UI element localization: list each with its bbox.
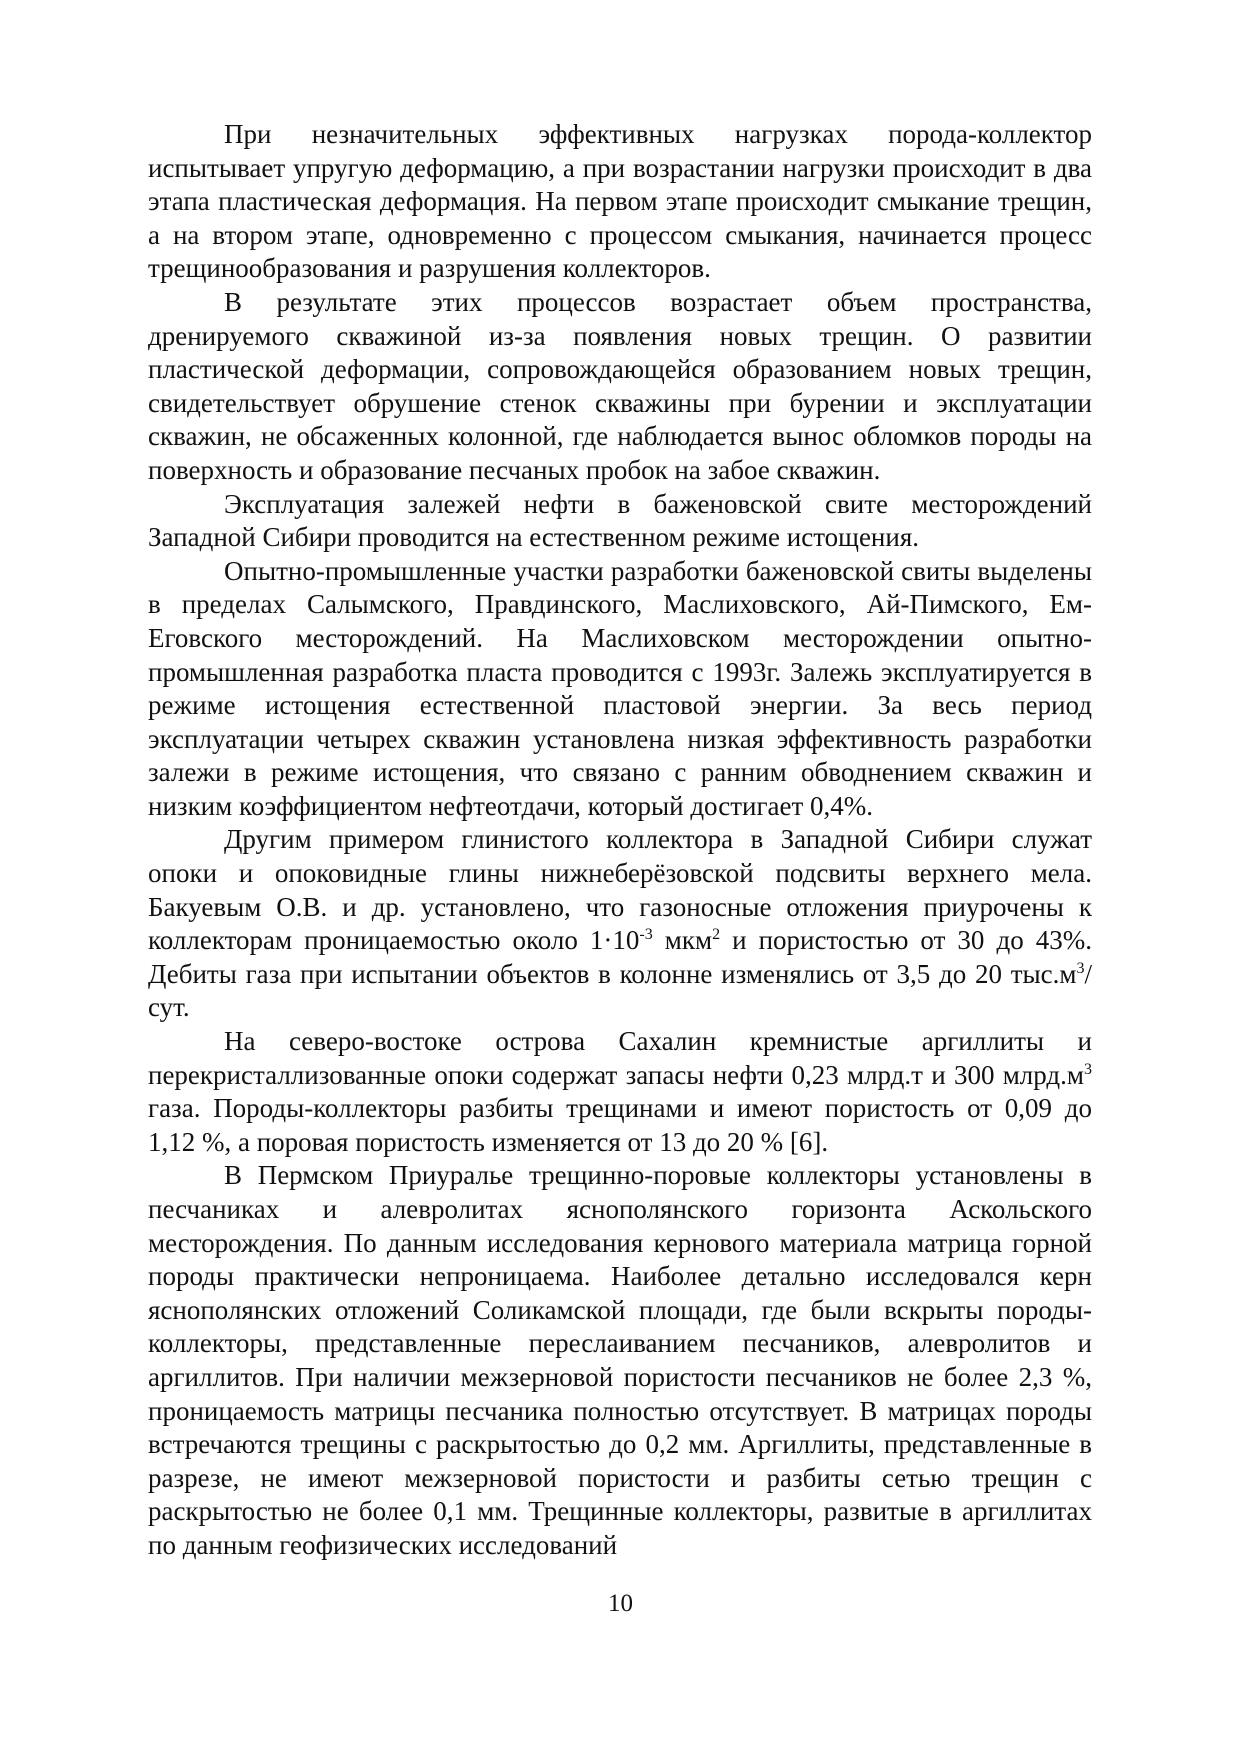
paragraph-2-text: В результате этих процессов возрастает объем пространства, дренируемого скважиной из-за появления новых трещин. О развитии пластической деформации, сопровождающейся образованием новых трещин, свидетельствует обрушение стенок скважины при бурении и эксплуатации скважин, не обсаженных колонной, где наблюдается вынос обломков породы на поверхность и образование песчаных пробок на забое скважин.	[148, 286, 1092, 485]
superscript-square: 2	[712, 926, 721, 944]
paragraph-3	[148, 488, 1092, 555]
superscript-cubic: 3	[1084, 1060, 1092, 1078]
paragraph-2	[148, 286, 1092, 488]
superscript-exponent: -3	[639, 926, 653, 944]
paragraph-5-text-c: и пористостью от 30 до 43%. Дебиты газа при испытании объектов в колонне изменялись от 3,5 до 20 тыс.м	[148, 925, 1092, 989]
paragraph-3-text: Эксплуатация залежей нефти в баженовской свите месторождений Западной Сибири проводится на естественном режиме истощения.	[148, 488, 1092, 553]
paragraph-6	[148, 1025, 1092, 1159]
paragraph-1-text: При незначительных эффективных нагрузках порода-коллектор испытывает упругую деформацию, а при возрастании нагрузки происходит в два этапа пластическая деформация. На первом этапе происходит смыкание трещин, а на втором этапе, одновременно с процессом смыкания, начинается процесс трещинообразования и разрушения коллекторов.	[148, 119, 1092, 284]
paragraph-4-text: Опытно-промышленные участки разработки баженовской свиты выделены в пределах Салымского, Правдинского, Маслиховского, Ай-Пимского, Ем-Еговского месторождений. На Маслиховском месторождении опытно-промышленная разработка пласта проводится с 1993г. Залежь эксплуатируется в режиме истощения естественной пластовой энергии. За весь период эксплуатации четырех скважин установлена низкая эффективность разработки залежи в режиме истощения, что связано с ранним обводнением скважин и низким коэффициентом нефтеотдачи, который достигает 0,4%.	[148, 555, 1092, 821]
superscript-cubic: 3	[1076, 959, 1085, 977]
body-text	[148, 118, 1092, 1563]
paragraph-5-text-a: Другим примером глинистого коллектора в Западной Сибири служат опоки и опоковидные глины нижнеберёзовской подсвиты верхнего мела. Бакуевым О.В. и др. установлено, что газоносные отложения приурочены к коллекторам проницаемостью около 1·10	[148, 824, 1092, 956]
paragraph-5-text-d: /сут.	[148, 958, 1092, 1023]
page-number: 10	[608, 1590, 633, 1617]
paragraph-7-text: В Пермском Приуралье трещинно-поровые коллекторы установлены в песчаниках и алевролитах яснополянского горизонта Аскольского месторождения. По данным исследования кернового материала матрица горной породы практически непроницаема. Наиболее детально исследовался керн яснополянских отложений Соликамской площади, где были вскрыты породы-коллекторы, представленные переслаиванием песчаников, алевролитов и аргиллитов. При наличии межзерновой пористости песчаников не более 2,3 %, проницаемость матрицы песчаника полностью отсутствует. В матрицах породы встречаются трещины с раскрытостью до 0,2 мм. Аргиллиты, представленные в разрезе, не имеют межзерновой пористости и разбиты сетью трещин с раскрытостью не более 0,1 мм. Трещинные коллекторы, развитые в аргиллитах по данным геофизических исследований	[148, 1160, 1092, 1560]
paragraph-6-text-b: газа. Породы-коллекторы разбиты трещинами и имеют пористость от 0,09 до 1,12 %, а поровая пористость изменяется от 13 до 20 % [6].	[148, 1093, 1092, 1157]
paragraph-5	[148, 823, 1092, 1025]
paragraph-5-text-b: мкм	[652, 925, 713, 956]
paragraph-1	[148, 118, 1092, 286]
paragraph-4	[148, 555, 1092, 824]
paragraph-7	[148, 1159, 1092, 1562]
paragraph-6-text-a: На северо-востоке острова Сахалин кремнистые аргиллиты и перекристаллизованные опоки содержат запасы нефти 0,23 млрд.т и 300 млрд.м	[148, 1026, 1092, 1090]
